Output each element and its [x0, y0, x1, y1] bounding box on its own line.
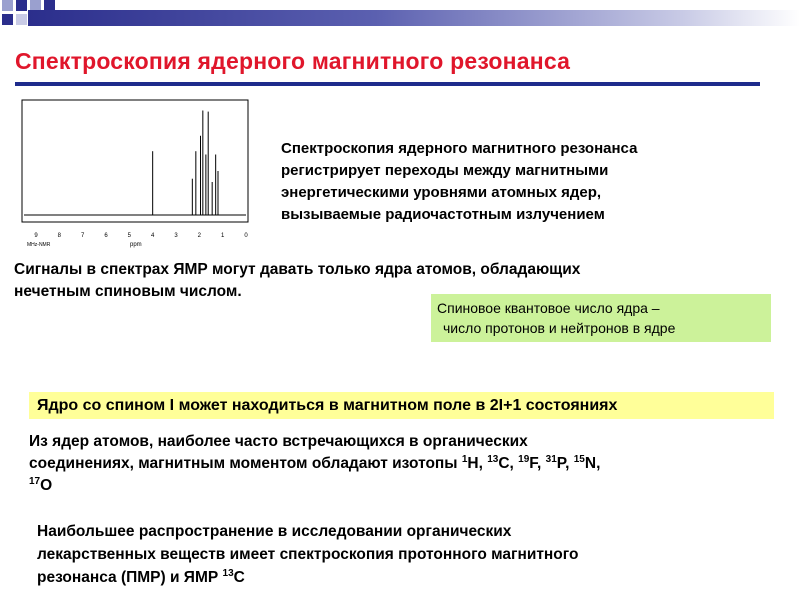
signals-line: Сигналы в спектрах ЯМР могут давать только ядра атомов, обладающих: [14, 261, 581, 278]
spectrum-tick-label: 4: [150, 233, 155, 239]
isotope-c: [487, 455, 514, 472]
isotope-symbol: O: [40, 477, 53, 494]
spectrum-tick-label: 0: [244, 233, 248, 239]
title-underline: [15, 82, 760, 86]
spectrum-tick-label: 3: [174, 233, 178, 239]
pmr-paragraph: [37, 520, 787, 589]
isotope-n: [574, 455, 601, 472]
pmr-line: лекарственных веществ имеет спектроскопия протонного магнитного: [37, 546, 579, 563]
intro-line: Спектроскопия ядерного магнитного резонанса: [281, 140, 638, 157]
deco-square: [16, 0, 27, 11]
signals-line: нечетным спиновым числом.: [14, 283, 242, 300]
isotope-mass: 19: [518, 453, 530, 465]
isotope-symbol: F,: [529, 455, 542, 472]
isotopes-paragraph: [29, 431, 789, 497]
spectrum-frame: [22, 100, 248, 222]
isotope-mass: 13: [222, 567, 234, 579]
isotope-h: [462, 455, 483, 472]
spectrum-tick-label: 6: [104, 233, 108, 239]
isotope-symbol: C: [233, 569, 245, 586]
deco-square: [2, 14, 13, 25]
isotope-mass: 13: [487, 453, 499, 465]
isotope-symbol: P,: [556, 455, 570, 472]
isotopes-line: [29, 453, 789, 475]
isotope-mass: 31: [545, 453, 557, 465]
isotopes-line: Из ядер атомов, наиболее часто встречающихся в органических: [29, 433, 528, 450]
spin-number-note: [431, 294, 771, 342]
isotopes-line-prefix: соединениях, магнитным моментом обладают изотопы: [29, 455, 458, 472]
intro-paragraph: [281, 138, 781, 226]
spectrum-tick-label: 1: [220, 233, 225, 239]
spin-note-line: число протонов и нейтронов в ядре: [443, 320, 676, 336]
pmr-line: [37, 566, 787, 589]
spectrum-tick-labels: [34, 233, 248, 239]
slide-title: Спектроскопия ядерного магнитного резонанса: [15, 48, 571, 74]
isotope-mass: 1: [461, 453, 468, 465]
isotope-list-overflow: [29, 475, 789, 497]
intro-line: энергетическими уровнями атомных ядер,: [281, 184, 602, 201]
nmr-spectrum-figure: [12, 96, 252, 251]
spectrum-tick-label: 7: [80, 233, 85, 239]
isotope-p: [546, 455, 570, 472]
isotope-list: [462, 455, 601, 472]
spectrum-tick-label: 2: [197, 233, 202, 239]
spectrum-unit-label: ppm: [130, 242, 142, 248]
pmr-line: Наибольшее распространение в исследовании органических: [37, 523, 512, 540]
isotope-mass: 17: [29, 475, 41, 487]
spin-states-note: Ядро со спином I может находиться в магнитном поле в 2I+1 состояниях: [29, 392, 774, 419]
deco-square: [2, 0, 13, 11]
intro-line: вызываемые радиочастотным излучением: [281, 206, 605, 223]
spectrum-tick-label: 8: [57, 233, 62, 239]
deco-square: [16, 14, 27, 25]
pmr-line-prefix: резонанса (ПМР) и ЯМР: [37, 569, 223, 586]
isotope-symbol: N,: [584, 455, 601, 472]
isotope-mass: 15: [573, 453, 585, 465]
top-gradient-bar: [28, 10, 800, 26]
intro-line: регистрирует переходы между магнитными: [281, 162, 609, 179]
isotope-o: [29, 477, 52, 494]
spectrum-tick-label: 5: [127, 233, 132, 239]
spectrum-tick-label: 9: [34, 233, 38, 239]
spectrum-footnote: MHz-NMR: [27, 242, 51, 248]
isotope-f: [518, 455, 541, 472]
isotope-symbol: C,: [498, 455, 514, 472]
spin-note-line: Спиновое квантовое число ядра –: [437, 300, 660, 316]
isotope-symbol: H,: [467, 455, 483, 472]
